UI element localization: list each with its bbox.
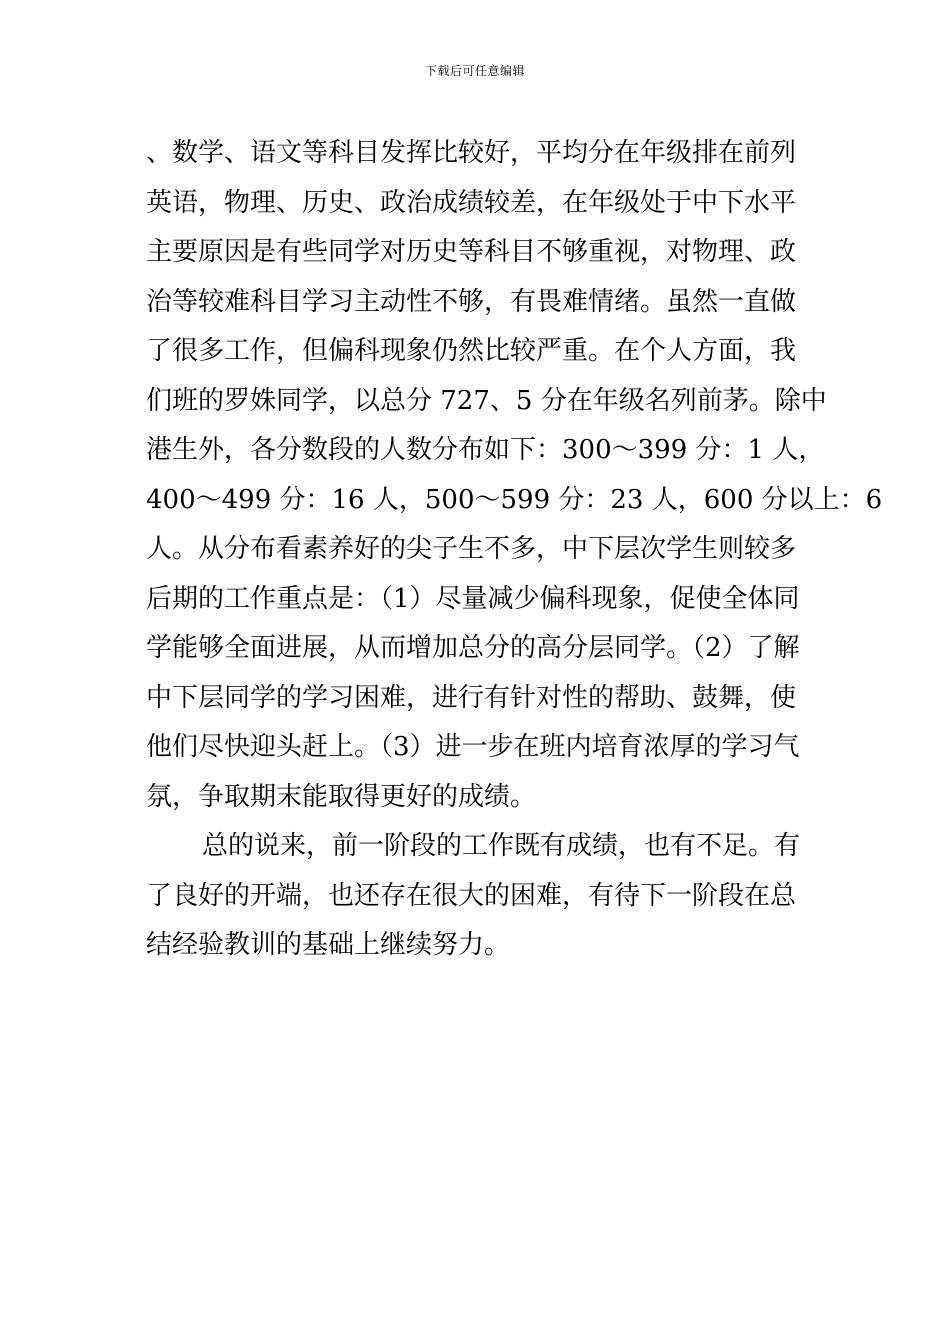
text-line: 们班的罗姝同学，以总分 727、5 分在年级名列前茅。除中 [146, 385, 827, 416]
text-line: 英语，物理、历史、政治成绩较差，在年级处于中下水平 [146, 187, 797, 218]
text-line: 学能够全面进展，从而增加总分的高分层同学。（2）了解 [146, 633, 800, 663]
text-line: 主要原因是有些同学对历史等科目不够重视，对物理、政 [146, 237, 797, 267]
text-line: 中下层同学的学习困难，进行有针对性的帮助、鼓舞，使 [146, 682, 797, 713]
text-line: 他们尽快迎头赶上。（3）进一步在班内培育浓厚的学习气 [146, 732, 800, 762]
paragraph-start-line: 总的说来，前一阶段的工作既有成绩，也有不足。有 [202, 831, 801, 861]
body-text [146, 129, 883, 971]
text-line: 了很多工作，但偏科现象仍然比较严重。在个人方面，我 [146, 336, 797, 366]
text-line: 400～499 分：16 人，500～599 分：23 人，600 分以上：6 [146, 484, 883, 515]
text-line: 港生外，各分数段的人数分布如下：300～399 分：1 人， [146, 435, 825, 465]
text-line: 了良好的开端，也还存在很大的困难，有待下一阶段在总 [146, 880, 797, 911]
text-line: 结经验教训的基础上继续努力。 [146, 930, 511, 960]
text-line: 人。从分布看素养好的尖子生不多，中下层次学生则较多 [146, 534, 797, 564]
text-line: 、数学、语文等科目发挥比较好，平均分在年级排在前列 [146, 138, 797, 168]
text-line: 后期的工作重点是：（1）尽量减少偏科现象，促使全体同 [146, 583, 800, 614]
page-header: 下载后可任意编辑 [424, 64, 525, 78]
text-line: 治等较难科目学习主动性不够，有畏难情绪。虽然一直做 [146, 286, 797, 317]
text-line: 氛，争取期末能取得更好的成绩。 [146, 781, 537, 812]
